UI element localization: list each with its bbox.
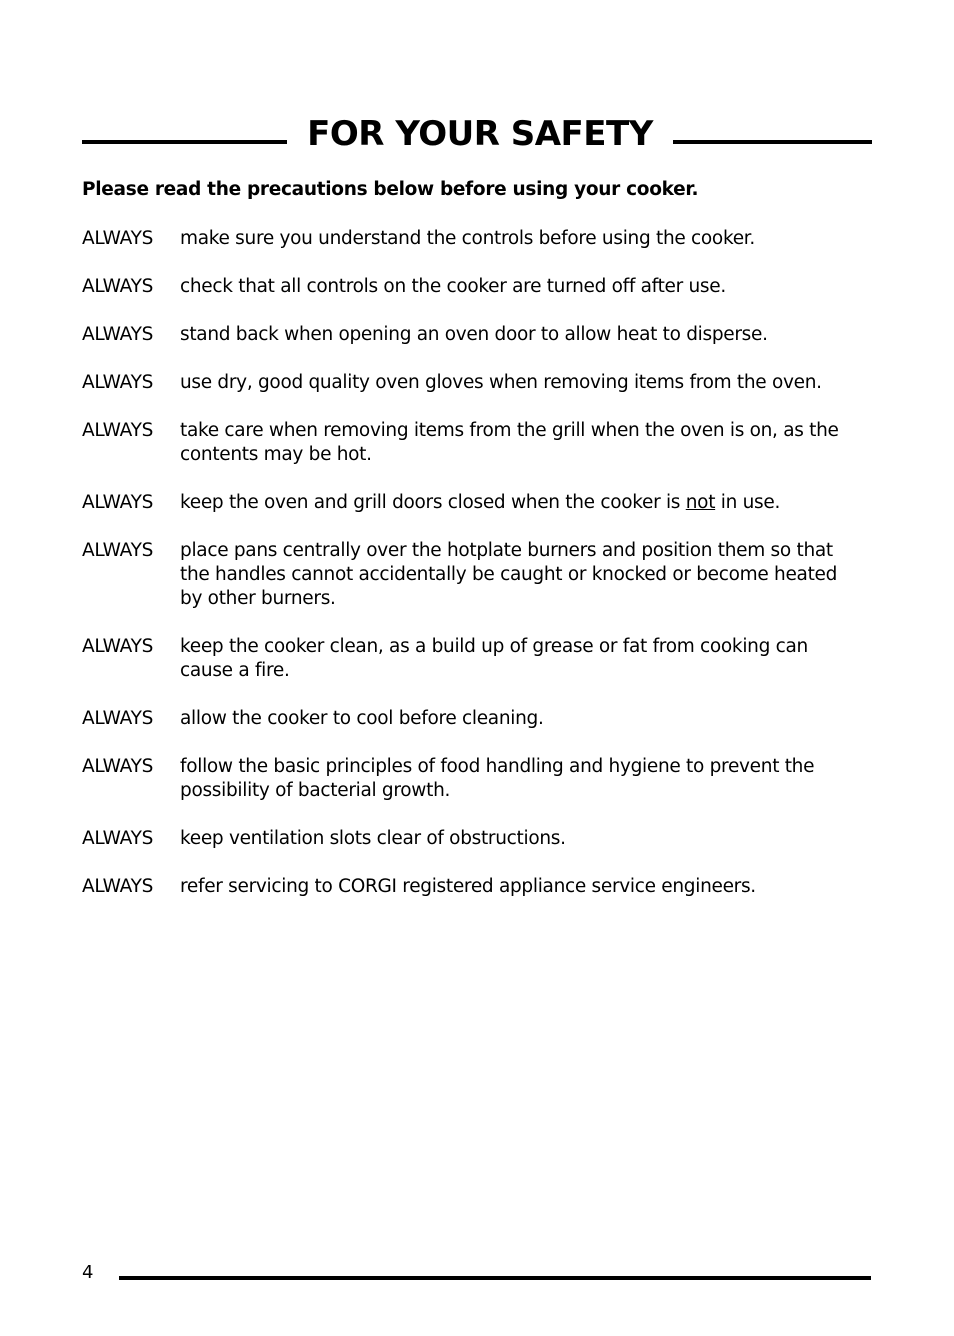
rule-keyword: ALWAYS <box>82 372 154 393</box>
intro-text: Please read the precautions below before using your cooker. <box>82 179 699 200</box>
safety-rule <box>82 875 872 899</box>
rule-keyword: ALWAYS <box>82 540 154 561</box>
rule-text <box>180 491 860 515</box>
rule-keyword: ALWAYS <box>82 420 154 441</box>
rule-keyword: ALWAYS <box>82 828 154 849</box>
rule-keyword: ALWAYS <box>82 324 154 345</box>
rule-keyword: ALWAYS <box>82 876 154 897</box>
rule-text: allow the cooker to cool before cleaning. <box>180 708 544 729</box>
title-rule-left <box>82 140 287 144</box>
rule-text-emphasis: not <box>685 492 716 513</box>
rule-text-before: keep the oven and grill doors closed when the cooker is <box>180 492 681 513</box>
rule-text-after: in use. <box>720 492 781 513</box>
safety-rule <box>82 755 872 803</box>
safety-rule <box>82 323 872 347</box>
rule-text: use dry, good quality oven gloves when removing items from the oven. <box>180 372 822 393</box>
rule-keyword: ALWAYS <box>82 756 154 777</box>
page-title: FOR YOUR SAFETY <box>307 114 653 154</box>
rule-text: take care when removing items from the grill when the oven is on, as the contents may be hot. <box>180 420 839 465</box>
safety-rules-list <box>82 227 872 923</box>
safety-rule <box>82 227 872 251</box>
rule-text: stand back when opening an oven door to allow heat to disperse. <box>180 324 768 345</box>
rule-keyword: ALWAYS <box>82 708 154 729</box>
safety-rule <box>82 707 872 731</box>
safety-rule <box>82 539 872 611</box>
safety-rule <box>82 371 872 395</box>
safety-rule <box>82 491 872 515</box>
rule-keyword: ALWAYS <box>82 492 154 513</box>
rule-keyword: ALWAYS <box>82 276 154 297</box>
safety-rule <box>82 635 872 683</box>
rule-keyword: ALWAYS <box>82 228 154 249</box>
page-number: 4 <box>82 1262 94 1283</box>
rule-text: make sure you understand the controls before using the cooker. <box>180 228 755 249</box>
safety-rule <box>82 275 872 299</box>
title-rule-right <box>673 140 872 144</box>
rule-text: place pans centrally over the hotplate burners and position them so that the handles cannot accidentally be caught or knocked or become heated by other burners. <box>180 540 838 609</box>
safety-rule <box>82 419 872 467</box>
rule-text: refer servicing to CORGI registered appliance service engineers. <box>180 876 756 897</box>
footer-rule <box>119 1276 871 1280</box>
rule-text: keep the cooker clean, as a build up of grease or fat from cooking can cause a fire. <box>180 636 808 681</box>
rule-text: keep ventilation slots clear of obstructions. <box>180 828 566 849</box>
safety-rule <box>82 827 872 851</box>
rule-text: check that all controls on the cooker are turned off after use. <box>180 276 726 297</box>
title-row <box>82 112 872 160</box>
rule-text: follow the basic principles of food handling and hygiene to prevent the possibility of bacterial growth. <box>180 756 815 801</box>
rule-keyword: ALWAYS <box>82 636 154 657</box>
